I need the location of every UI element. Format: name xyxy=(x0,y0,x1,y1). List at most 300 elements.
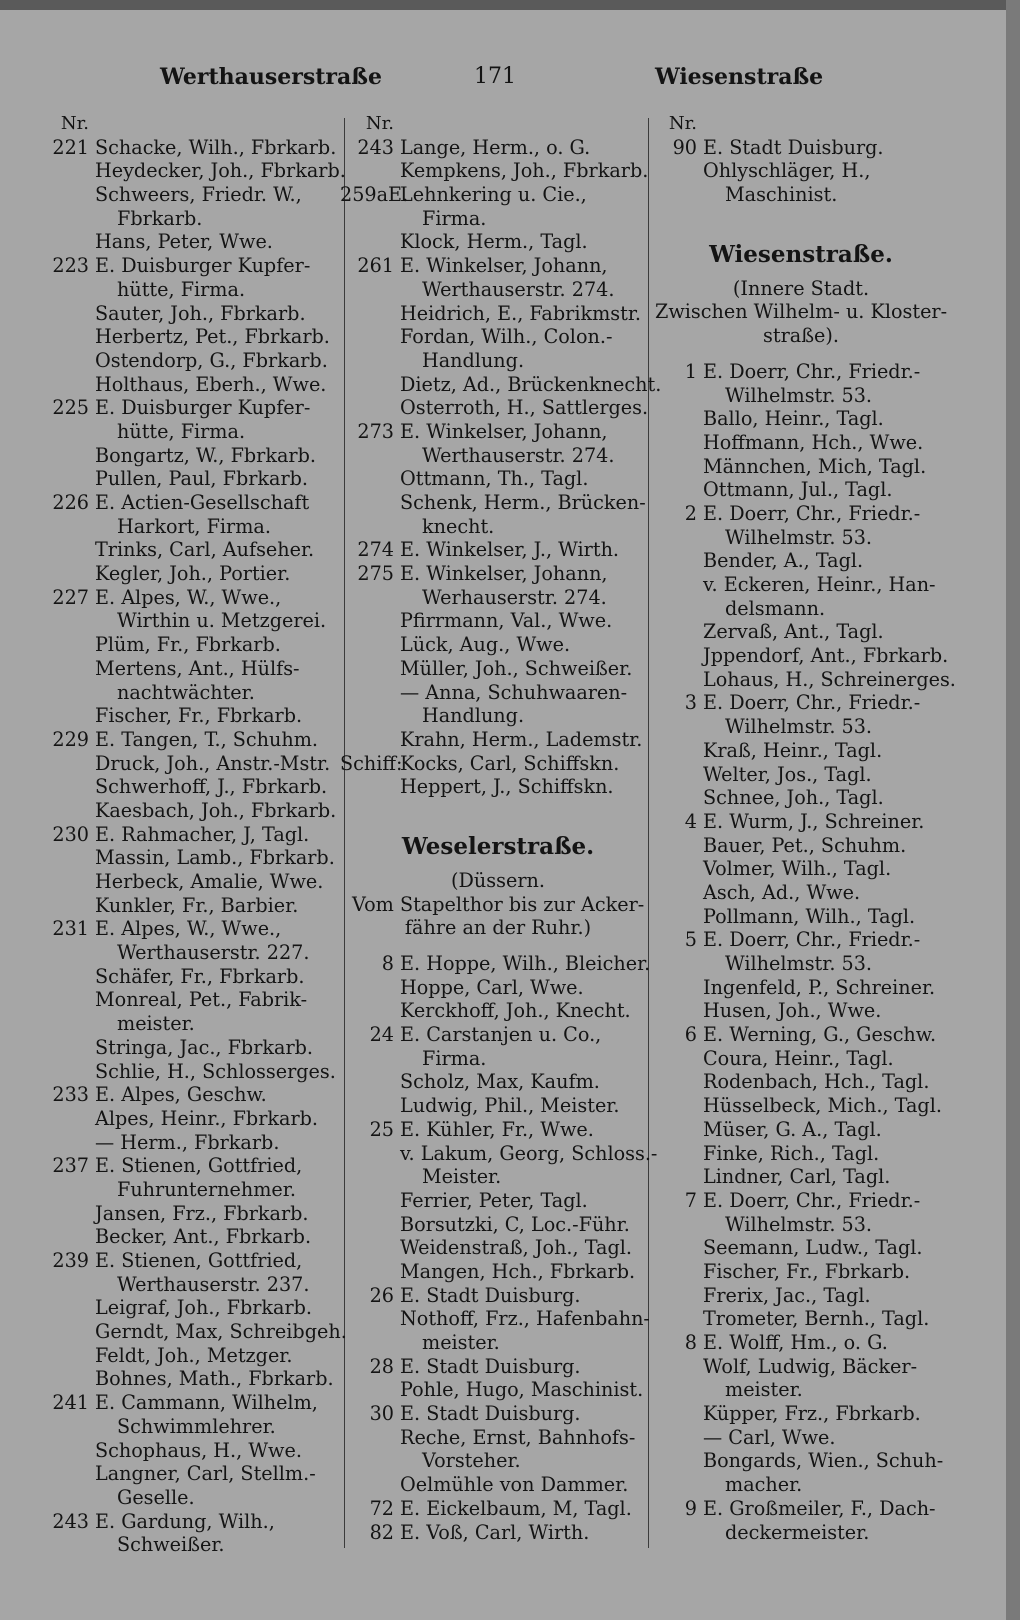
directory-entry xyxy=(352,952,651,976)
house-number xyxy=(352,302,400,326)
resident-text: Heppert, J., Schiffskn. xyxy=(400,775,614,799)
directory-entry xyxy=(352,1284,644,1308)
house-number xyxy=(655,1070,703,1094)
house-number xyxy=(655,1449,703,1473)
house-number xyxy=(352,657,400,681)
resident-text: E. Winkelser, Johann, xyxy=(400,419,608,443)
directory-entry xyxy=(655,1118,947,1142)
directory-entry xyxy=(352,325,644,349)
resident-text: Ottmann, Jul., Tagl. xyxy=(703,478,893,502)
directory-entry xyxy=(352,1355,644,1379)
directory-entry xyxy=(47,1320,347,1344)
house-number: 230 xyxy=(52,822,89,846)
directory-entry xyxy=(655,1260,947,1284)
resident-text: E. Winkelser, J., Wirth. xyxy=(400,538,620,562)
resident-text: deckermeister. xyxy=(725,1520,870,1544)
directory-entry xyxy=(352,1260,644,1284)
directory-entry xyxy=(47,1296,337,1320)
house-number xyxy=(655,526,703,550)
resident-text: Stringa, Jac., Fbrkarb. xyxy=(95,1035,314,1059)
directory-entry xyxy=(47,562,337,586)
directory-entry xyxy=(655,455,947,479)
resident-text: knecht. xyxy=(422,514,495,538)
house-number xyxy=(352,1236,400,1260)
street-description: Vom Stapelthor bis zur Acker- xyxy=(352,892,645,916)
house-number: 239 xyxy=(52,1249,89,1272)
resident-text: Fuhrunternehmer. xyxy=(117,1177,296,1201)
spacer xyxy=(655,207,947,227)
directory-entry xyxy=(47,538,337,562)
resident-text: E. Winkelser, Johann, xyxy=(400,562,608,586)
directory-entry xyxy=(47,799,337,823)
resident-text: Müser, G. A., Tagl. xyxy=(703,1117,882,1141)
resident-text: Pfirrmann, Val., Wwe. xyxy=(400,609,613,633)
resident-text: Werhauserstr. 274. xyxy=(422,585,607,609)
entry-continuation xyxy=(47,681,337,705)
house-number: 273 xyxy=(357,419,394,443)
directory-entry xyxy=(655,739,947,763)
resident-text: E. Duisburger Kupfer- xyxy=(95,254,311,278)
directory-entry xyxy=(47,1036,337,1060)
house-number: 261 xyxy=(357,254,394,278)
house-number xyxy=(655,573,703,597)
house-number xyxy=(352,515,400,539)
directory-entry xyxy=(352,1426,644,1450)
scan-right-edge xyxy=(1006,0,1020,1620)
resident-text: E. Eickelbaum, M, Tagl. xyxy=(400,1496,632,1520)
directory-entry xyxy=(47,870,337,894)
house-number xyxy=(352,999,400,1023)
resident-text: E. Stadt Duisburg. xyxy=(400,1402,581,1426)
entry-continuation xyxy=(47,420,337,444)
entry-continuation xyxy=(352,1165,644,1189)
resident-text: Sauter, Joh., Fbrkarb. xyxy=(95,301,306,325)
house-number: 2 xyxy=(684,501,697,525)
directory-entry xyxy=(655,502,947,526)
resident-text: Schnee, Joh., Tagl. xyxy=(703,786,884,810)
resident-text: Schweißer. xyxy=(117,1533,225,1557)
resident-text: macher. xyxy=(725,1473,803,1497)
resident-text: Krahn, Herm., Lademstr. xyxy=(400,727,643,751)
resident-text: Massin, Lamb., Fbrkarb. xyxy=(95,846,335,870)
house-number xyxy=(47,467,95,491)
resident-text: Wilhelmstr. 53. xyxy=(725,1212,873,1236)
resident-text: v. Lakum, Georg, Schloss.- xyxy=(400,1141,658,1165)
entry-continuation xyxy=(47,515,337,539)
directory-entry xyxy=(352,1402,644,1426)
entry-continuation xyxy=(655,952,947,976)
resident-text: Schacke, Wilh., Fbrkarb. xyxy=(95,135,337,159)
house-number: 225 xyxy=(52,396,89,420)
house-number: 229 xyxy=(52,727,89,751)
resident-text: Bongards, Wien., Schuh- xyxy=(703,1449,944,1473)
street-heading: Weselerstraße. xyxy=(401,832,595,860)
directory-entry xyxy=(47,1131,337,1155)
entry-continuation xyxy=(352,444,644,468)
resident-text: Mangen, Hch., Fbrkarb. xyxy=(400,1259,636,1283)
directory-entry xyxy=(655,407,947,431)
house-number xyxy=(655,478,703,502)
resident-text: Schenk, Herm., Brücken- xyxy=(400,491,646,514)
house-number: Schiff: xyxy=(340,751,403,775)
directory-entry xyxy=(352,538,644,562)
directory-entry xyxy=(340,183,644,207)
resident-text: Kocks, Carl, Schiffskn. xyxy=(400,751,620,775)
directory-entry xyxy=(655,644,947,668)
resident-text: Wilhelmstr. 53. xyxy=(725,525,873,549)
entry-continuation xyxy=(655,384,947,408)
house-number xyxy=(47,799,95,823)
street-description: fähre an der Ruhr.) xyxy=(404,916,592,940)
resident-text: Heidrich, E., Fabrikmstr. xyxy=(400,301,642,325)
resident-text: Werthauserstr. 227. xyxy=(117,941,310,965)
house-number xyxy=(655,1165,703,1189)
directory-entry xyxy=(655,976,947,1000)
house-number xyxy=(655,159,703,183)
resident-text: Ingenfeld, P., Schreiner. xyxy=(703,975,936,999)
resident-text: Harkort, Firma. xyxy=(117,514,271,538)
directory-entry xyxy=(352,976,644,1000)
house-number xyxy=(655,857,703,881)
house-number xyxy=(47,1225,95,1249)
resident-text: Lindner, Carl, Tagl. xyxy=(703,1165,891,1189)
directory-entry xyxy=(655,810,947,834)
resident-text: Weidenstraß, Joh., Tagl. xyxy=(400,1236,632,1260)
house-number xyxy=(655,549,703,573)
house-number xyxy=(655,597,703,621)
street-description: (Innere Stadt. xyxy=(732,276,870,300)
resident-text: Hoppe, Carl, Wwe. xyxy=(400,975,584,999)
house-number: 223 xyxy=(52,254,89,278)
directory-entry xyxy=(655,1142,947,1166)
directory-entry xyxy=(47,183,337,207)
house-number xyxy=(47,941,95,965)
entry-continuation xyxy=(47,1273,337,1297)
entry-continuation xyxy=(655,183,947,207)
column-3 xyxy=(655,112,956,1544)
house-number xyxy=(655,739,703,763)
left-running-title: Werthauserstraße xyxy=(160,64,382,90)
resident-text: — Carl, Wwe. xyxy=(703,1425,836,1449)
resident-text: Schwerhoff, J., Fbrkarb. xyxy=(95,775,328,799)
directory-entry xyxy=(352,467,644,491)
house-number: 221 xyxy=(52,135,89,159)
house-number xyxy=(655,1355,703,1379)
directory-entry xyxy=(655,1355,947,1379)
resident-text: Kerckhoff, Joh., Knecht. xyxy=(400,999,631,1023)
directory-entry xyxy=(47,467,337,491)
house-number xyxy=(47,1296,95,1320)
resident-text: E. Doerr, Chr., Friedr.- xyxy=(703,1188,921,1212)
house-number xyxy=(352,1142,400,1166)
resident-text: Oelmühle von Dammer. xyxy=(400,1473,629,1497)
house-number xyxy=(352,1426,400,1450)
resident-text: Müller, Joh., Schweißer. xyxy=(400,656,633,680)
house-number xyxy=(655,1284,703,1308)
resident-text: Jppendorf, Ant., Fbrkarb. xyxy=(703,644,949,668)
house-number xyxy=(352,1473,400,1497)
entry-continuation xyxy=(655,526,947,550)
directory-entry xyxy=(47,988,337,1012)
resident-text: E. Kühler, Fr., Wwe. xyxy=(400,1117,594,1141)
resident-text: Fbrkarb. xyxy=(117,206,203,230)
spacer xyxy=(352,940,644,952)
resident-text: Herbeck, Amalie, Wwe. xyxy=(95,870,324,893)
house-number xyxy=(352,207,400,231)
resident-text: Ballo, Heinr., Tagl. xyxy=(703,407,884,431)
street-description: (Düssern. xyxy=(451,868,545,892)
directory-entry xyxy=(47,894,337,918)
directory-entry xyxy=(655,1331,947,1355)
house-number xyxy=(655,1402,703,1426)
resident-text: Husen, Joh., Wwe. xyxy=(703,999,882,1023)
directory-entry xyxy=(655,881,947,905)
house-number xyxy=(47,1273,95,1297)
directory-entry xyxy=(352,491,644,515)
house-number xyxy=(352,1213,400,1237)
resident-text: Finke, Rich., Tagl. xyxy=(703,1141,880,1165)
resident-text: E. Duisburger Kupfer- xyxy=(95,396,311,420)
directory-entry xyxy=(47,846,337,870)
directory-entry xyxy=(655,112,947,136)
directory-entry xyxy=(352,1236,644,1260)
directory-entry xyxy=(47,136,337,160)
house-number xyxy=(655,1521,703,1545)
directory-entry xyxy=(655,620,947,644)
house-number xyxy=(352,976,400,1000)
house-number xyxy=(352,1449,400,1473)
directory-entry xyxy=(47,373,337,397)
house-number xyxy=(655,905,703,929)
resident-text: Scholz, Max, Kaufm. xyxy=(400,1070,600,1094)
resident-text: E. Stadt Duisburg. xyxy=(400,1283,581,1307)
resident-text: Lück, Aug., Wwe. xyxy=(400,633,571,657)
page-number: 171 xyxy=(474,64,516,89)
resident-text: Kegler, Joh., Portier. xyxy=(95,562,291,586)
directory-entry xyxy=(352,1094,644,1118)
directory-entry xyxy=(352,396,649,420)
house-number xyxy=(47,1012,95,1036)
house-number xyxy=(655,431,703,455)
resident-text: Asch, Ad., Wwe. xyxy=(703,880,861,904)
resident-text: Wirthin u. Metzgerei. xyxy=(117,609,327,633)
directory-entry xyxy=(655,667,956,692)
house-number xyxy=(47,870,95,894)
resident-text: Schwimmlehrer. xyxy=(117,1414,276,1438)
entry-continuation xyxy=(352,1449,644,1473)
resident-text: Werthauserstr. 274. xyxy=(422,443,615,467)
directory-entry xyxy=(655,691,947,715)
resident-text: Holthaus, Eberh., Wwe. xyxy=(95,372,327,396)
directory-entry xyxy=(655,1426,947,1450)
column-divider-right xyxy=(648,118,649,1548)
directory-entry xyxy=(352,372,662,397)
directory-entry xyxy=(655,1023,947,1047)
entry-continuation xyxy=(655,1213,947,1237)
house-number xyxy=(47,183,95,207)
entry-continuation xyxy=(352,207,644,231)
house-number xyxy=(655,1118,703,1142)
directory-entry xyxy=(352,999,644,1023)
house-number xyxy=(47,159,95,183)
house-number xyxy=(47,894,95,918)
house-number xyxy=(47,1178,95,1202)
house-number xyxy=(47,681,95,705)
resident-text: Borsutzki, C, Loc.-Führ. xyxy=(400,1212,630,1236)
resident-text: Nothoff, Frz., Hafenbahn- xyxy=(400,1307,650,1331)
directory-entry xyxy=(47,1439,337,1463)
resident-text: Reche, Ernst, Bahnhofs- xyxy=(400,1425,636,1449)
entry-continuation xyxy=(352,515,644,539)
house-number: 241 xyxy=(52,1391,89,1415)
entry-continuation xyxy=(47,1415,337,1439)
directory-entry xyxy=(655,928,947,952)
resident-text: Becker, Ant., Fbrkarb. xyxy=(95,1225,312,1249)
house-number xyxy=(655,1213,703,1237)
directory-entry xyxy=(352,254,644,278)
resident-text: Kunkler, Fr., Barbier. xyxy=(95,893,299,917)
house-number xyxy=(352,1260,400,1284)
resident-text: Pollmann, Wilh., Tagl. xyxy=(703,904,916,928)
resident-text: E. Alpes, Geschw. xyxy=(95,1083,267,1107)
resident-text: Meister. xyxy=(422,1165,502,1189)
entry-continuation xyxy=(352,586,644,610)
house-number xyxy=(655,715,703,739)
resident-text: Wilhelmstr. 53. xyxy=(725,715,873,739)
house-number xyxy=(47,562,95,586)
directory-entry xyxy=(352,1521,644,1545)
house-number: 243 xyxy=(357,135,394,159)
entry-continuation xyxy=(47,1533,337,1557)
house-number xyxy=(352,586,400,610)
house-number xyxy=(47,775,95,799)
directory-entry xyxy=(47,1249,337,1273)
resident-text: E. Stadt Duisburg. xyxy=(703,135,884,159)
directory-entry xyxy=(352,159,649,183)
resident-text: Handlung. xyxy=(422,704,525,728)
directory-entry xyxy=(655,786,947,810)
resident-text: E. Werning, G., Geschw. xyxy=(703,1023,937,1047)
resident-text: Ottmann, Th., Tagl. xyxy=(400,467,589,491)
house-number xyxy=(655,1307,703,1331)
entry-continuation xyxy=(352,1047,644,1071)
resident-text: Langner, Carl, Stellm.- xyxy=(95,1462,316,1486)
house-number: 28 xyxy=(369,1354,394,1378)
house-number xyxy=(655,384,703,408)
column-1 xyxy=(47,112,347,1557)
entry-continuation xyxy=(352,349,644,373)
directory-entry xyxy=(47,1154,337,1178)
house-number: 8 xyxy=(684,1331,697,1354)
resident-text: Vorsteher. xyxy=(422,1449,521,1473)
column-2 xyxy=(340,112,662,1544)
house-number xyxy=(655,999,703,1023)
resident-text: E. Voß, Carl, Wirth. xyxy=(400,1520,590,1544)
resident-text: Feldt, Joh., Metzger. xyxy=(95,1343,293,1367)
house-number xyxy=(352,1378,400,1402)
house-number xyxy=(655,668,703,692)
directory-entry xyxy=(47,325,337,349)
house-number xyxy=(352,278,400,302)
house-number xyxy=(655,1473,703,1497)
house-number xyxy=(352,1047,400,1071)
directory-entry xyxy=(655,1094,947,1118)
directory-entry xyxy=(655,431,947,455)
house-number xyxy=(352,491,400,515)
house-number xyxy=(655,407,703,431)
house-number xyxy=(47,704,95,728)
resident-text: Schäfer, Fr., Fbrkarb. xyxy=(95,964,305,988)
street-description: straße). xyxy=(763,324,839,348)
house-number xyxy=(47,1486,95,1510)
house-number xyxy=(47,1415,95,1439)
directory-entry xyxy=(47,1202,337,1226)
resident-text: Bohnes, Math., Fbrkarb. xyxy=(95,1367,334,1391)
house-number: 274 xyxy=(357,538,394,562)
house-number xyxy=(352,728,400,752)
entry-continuation xyxy=(655,1378,947,1402)
resident-text: Werthauserstr. 237. xyxy=(117,1272,310,1296)
directory-entry xyxy=(352,112,644,136)
spacer xyxy=(655,348,947,360)
resident-text: Wolf, Ludwig, Bäcker- xyxy=(703,1354,918,1378)
resident-text: Heydecker, Joh., Fbrkarb. xyxy=(95,159,346,183)
directory-entry xyxy=(655,999,947,1023)
resident-text: Pullen, Paul, Fbrkarb. xyxy=(95,467,309,491)
directory-entry xyxy=(655,1284,947,1308)
house-number xyxy=(655,976,703,1000)
resident-text: Monreal, Pet., Fabrik- xyxy=(95,988,308,1012)
house-number: 237 xyxy=(52,1154,89,1178)
directory-entry xyxy=(352,1213,644,1237)
house-number: 30 xyxy=(369,1402,394,1426)
house-number xyxy=(655,455,703,479)
house-number: 227 xyxy=(52,585,89,609)
directory-entry xyxy=(352,562,644,586)
resident-text: E. Tangen, T., Schuhm. xyxy=(95,727,319,751)
resident-text: Werthauserstr. 274. xyxy=(422,277,615,301)
house-number xyxy=(655,763,703,787)
resident-text: E. Großmeiler, F., Dach- xyxy=(703,1496,936,1520)
resident-text: nachtwächter. xyxy=(117,680,255,704)
house-number xyxy=(655,1426,703,1450)
directory-entry xyxy=(655,136,947,160)
directory-entry xyxy=(47,302,337,326)
house-number xyxy=(352,1094,400,1118)
resident-text: E. Actien-Gesellschaft xyxy=(95,491,310,514)
directory-entry xyxy=(47,1367,337,1391)
house-number xyxy=(655,881,703,905)
entry-continuation xyxy=(352,278,644,302)
directory-entry xyxy=(655,905,947,929)
resident-text: Jansen, Frz., Fbrkarb. xyxy=(95,1201,309,1225)
resident-text: Wilhelmstr. 53. xyxy=(725,952,873,975)
house-number: 259aE. xyxy=(340,183,409,207)
resident-text: v. Eckeren, Heinr., Han- xyxy=(703,573,936,596)
house-number xyxy=(655,1142,703,1166)
house-number xyxy=(655,952,703,976)
resident-text: meister. xyxy=(422,1331,500,1354)
entry-continuation xyxy=(655,1473,947,1497)
directory-entry xyxy=(655,1402,947,1426)
right-running-title: Wiesenstraße xyxy=(655,64,824,90)
resident-text: Dietz, Ad., Brückenknecht. xyxy=(400,372,662,396)
house-number xyxy=(655,786,703,810)
directory-entry xyxy=(47,823,337,847)
house-number: 231 xyxy=(52,917,89,941)
resident-text: Seemann, Ludw., Tagl. xyxy=(703,1236,923,1260)
house-number xyxy=(655,1094,703,1118)
